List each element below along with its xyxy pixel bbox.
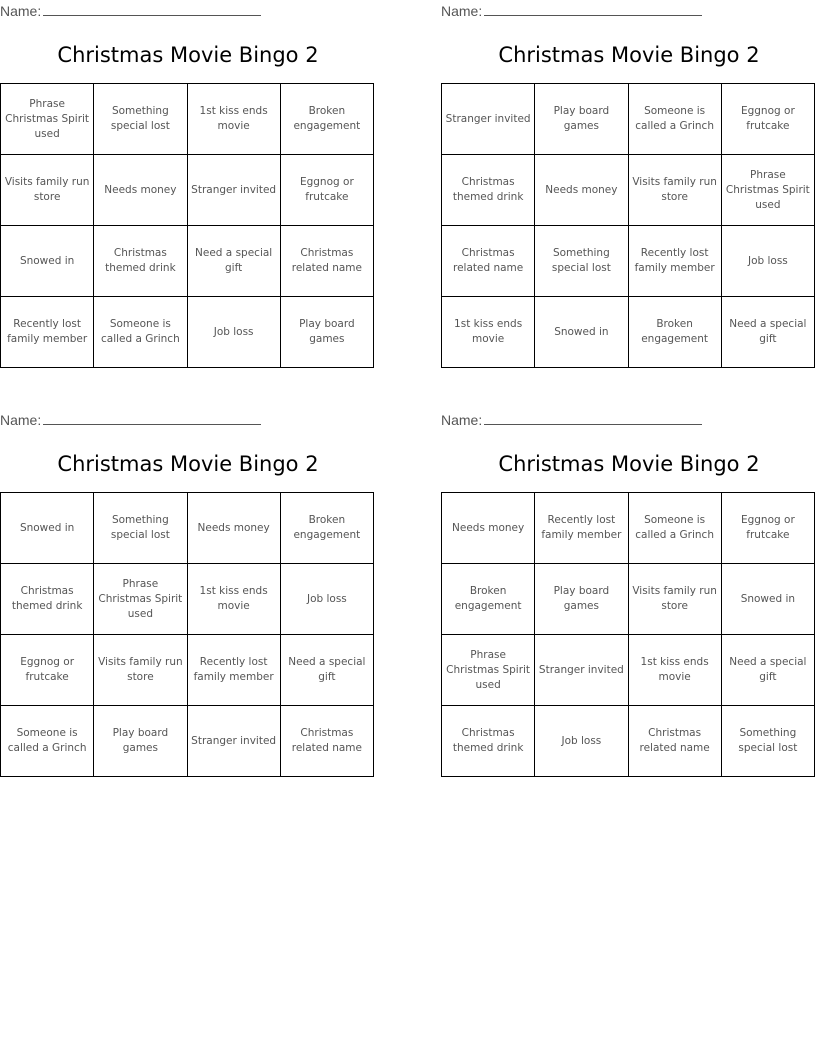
name-blank-line[interactable] <box>43 412 261 425</box>
bingo-cell: Stranger invited <box>442 84 535 155</box>
bingo-cell: Need a special gift <box>721 635 814 706</box>
bingo-cell: Something special lost <box>535 226 628 297</box>
bingo-cell: Stranger invited <box>187 155 280 226</box>
bingo-grid <box>441 492 815 777</box>
bingo-cell: Stranger invited <box>535 635 628 706</box>
bingo-cell: Someone is called a Grinch <box>1 706 94 777</box>
bingo-cell: Broken engagement <box>280 84 373 155</box>
bingo-grid <box>441 83 815 368</box>
bingo-grid <box>0 83 374 368</box>
bingo-cell: Eggnog or frutcake <box>280 155 373 226</box>
name-label: Name: <box>441 3 483 19</box>
bingo-cell: Need a special gift <box>280 635 373 706</box>
bingo-cell: Snowed in <box>535 297 628 368</box>
bingo-cell: Needs money <box>535 155 628 226</box>
bingo-cell: Phrase Christmas Spirit used <box>1 84 94 155</box>
bingo-cell: Play board games <box>535 564 628 635</box>
grid-row <box>442 564 815 635</box>
grid-row <box>1 155 374 226</box>
bingo-cell: Job loss <box>535 706 628 777</box>
bingo-cell: Christmas related name <box>442 226 535 297</box>
bingo-cell: Christmas themed drink <box>94 226 187 297</box>
bingo-card <box>0 0 376 372</box>
bingo-cell: Something special lost <box>721 706 814 777</box>
bingo-cell: 1st kiss ends movie <box>187 84 280 155</box>
bingo-cell: Christmas related name <box>280 226 373 297</box>
bingo-cell: Eggnog or frutcake <box>721 493 814 564</box>
bingo-cell: Visits family run store <box>628 564 721 635</box>
bingo-cell: Job loss <box>187 297 280 368</box>
grid-row <box>1 635 374 706</box>
bingo-cell: Recently lost family member <box>535 493 628 564</box>
bingo-cell: Phrase Christmas Spirit used <box>442 635 535 706</box>
bingo-cell: Christmas themed drink <box>1 564 94 635</box>
bingo-cell: Snowed in <box>721 564 814 635</box>
bingo-grid <box>0 492 374 777</box>
bingo-cell: Christmas themed drink <box>442 155 535 226</box>
bingo-cell: Recently lost family member <box>628 226 721 297</box>
bingo-cell: Snowed in <box>1 493 94 564</box>
grid-row <box>1 226 374 297</box>
bingo-cell: Job loss <box>280 564 373 635</box>
grid-row <box>1 493 374 564</box>
bingo-cell: Need a special gift <box>187 226 280 297</box>
card-title: Christmas Movie Bingo 2 <box>498 452 760 476</box>
bingo-cell: Needs money <box>187 493 280 564</box>
name-blank-line[interactable] <box>484 3 702 16</box>
bingo-cell: Recently lost family member <box>1 297 94 368</box>
grid-row <box>1 564 374 635</box>
bingo-cell: Snowed in <box>1 226 94 297</box>
grid-row <box>1 706 374 777</box>
bingo-card <box>441 0 816 372</box>
bingo-cell: Recently lost family member <box>187 635 280 706</box>
bingo-cell: Visits family run store <box>94 635 187 706</box>
bingo-cell: Job loss <box>721 226 814 297</box>
bingo-cell: Play board games <box>535 84 628 155</box>
grid-row <box>1 297 374 368</box>
name-field <box>0 2 261 20</box>
bingo-cell: Christmas themed drink <box>442 706 535 777</box>
card-title: Christmas Movie Bingo 2 <box>57 452 319 476</box>
bingo-card <box>0 409 376 781</box>
bingo-cell: Eggnog or frutcake <box>721 84 814 155</box>
bingo-cell: Someone is called a Grinch <box>628 84 721 155</box>
bingo-cell: Someone is called a Grinch <box>94 297 187 368</box>
name-blank-line[interactable] <box>43 3 261 16</box>
grid-row <box>442 297 815 368</box>
bingo-cell: Visits family run store <box>1 155 94 226</box>
bingo-cell: Needs money <box>442 493 535 564</box>
bingo-cell: Broken engagement <box>280 493 373 564</box>
bingo-cell: 1st kiss ends movie <box>442 297 535 368</box>
bingo-cell: Something special lost <box>94 493 187 564</box>
bingo-cell: Something special lost <box>94 84 187 155</box>
grid-row <box>442 155 815 226</box>
name-field <box>0 411 261 429</box>
bingo-cell: Play board games <box>280 297 373 368</box>
name-field <box>441 411 702 429</box>
bingo-cell: Phrase Christmas Spirit used <box>721 155 814 226</box>
bingo-cell: Phrase Christmas Spirit used <box>94 564 187 635</box>
card-title: Christmas Movie Bingo 2 <box>498 43 760 67</box>
bingo-cell: Play board games <box>94 706 187 777</box>
bingo-cell: Broken engagement <box>628 297 721 368</box>
bingo-cell: 1st kiss ends movie <box>628 635 721 706</box>
grid-row <box>442 706 815 777</box>
grid-row <box>442 635 815 706</box>
bingo-card <box>441 409 816 781</box>
bingo-cell: Stranger invited <box>187 706 280 777</box>
bingo-cell: Someone is called a Grinch <box>628 493 721 564</box>
name-label: Name: <box>0 412 42 428</box>
bingo-cell: Christmas related name <box>280 706 373 777</box>
grid-row <box>442 226 815 297</box>
bingo-cell: Broken engagement <box>442 564 535 635</box>
grid-row <box>442 493 815 564</box>
grid-row <box>1 84 374 155</box>
name-label: Name: <box>0 3 42 19</box>
name-field <box>441 2 702 20</box>
bingo-cell: Need a special gift <box>721 297 814 368</box>
bingo-cell: Visits family run store <box>628 155 721 226</box>
bingo-cell: Eggnog or frutcake <box>1 635 94 706</box>
grid-row <box>442 84 815 155</box>
name-blank-line[interactable] <box>484 412 702 425</box>
bingo-cell: Christmas related name <box>628 706 721 777</box>
card-title: Christmas Movie Bingo 2 <box>57 43 319 67</box>
bingo-cell: Needs money <box>94 155 187 226</box>
bingo-cell: 1st kiss ends movie <box>187 564 280 635</box>
name-label: Name: <box>441 412 483 428</box>
